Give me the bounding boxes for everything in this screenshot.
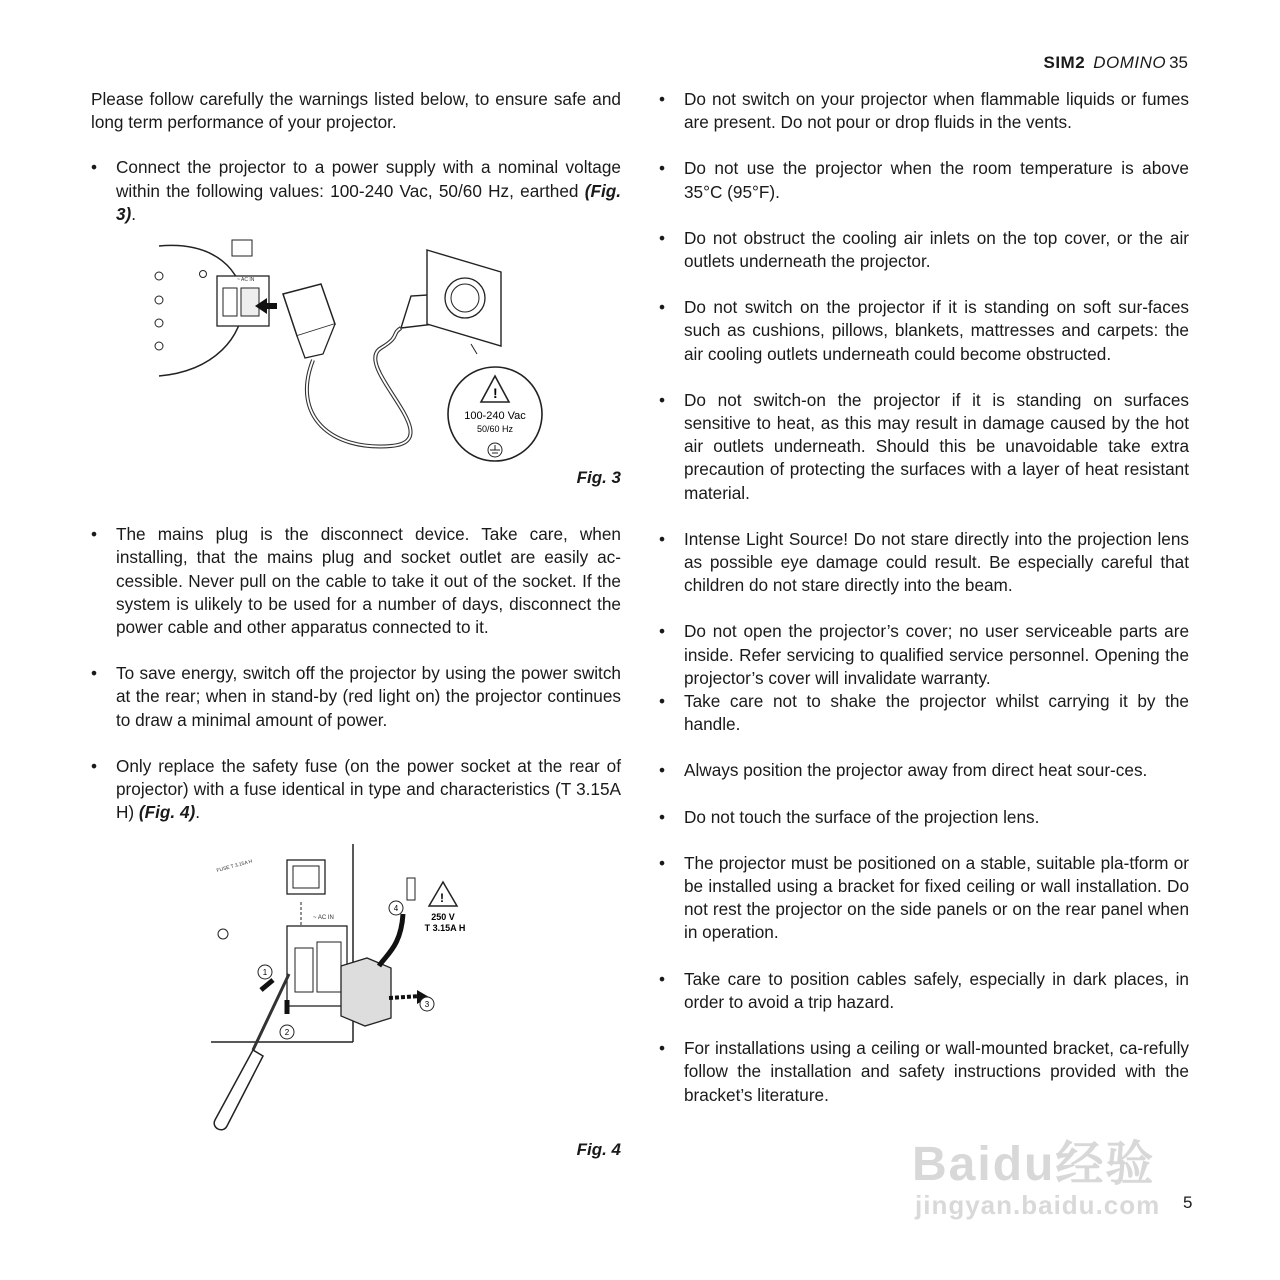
warning-heat-sources: • Always position the projector away from direct heat sour-ces. [659, 759, 1189, 782]
right-column [659, 88, 1189, 1107]
svg-text:~ AC IN: ~ AC IN [313, 915, 334, 922]
model-name: DOMINO [1093, 53, 1167, 72]
fig4-fuse-voltage: 250 V [431, 912, 455, 923]
warning-bracket: • For installations using a ceiling or wall-mounted bracket, ca-refully follow the installation and safety instructions provided with the bracket’s literature. [659, 1037, 1189, 1107]
fig4-fuse-rating: T 3.15A H [424, 923, 466, 934]
page-number: 5 [1183, 1193, 1193, 1212]
warning-cables: • Take care to position cables safely, especially in dark places, in order to avoid a trip hazard. [659, 968, 1189, 1014]
warning-save-energy: • To save energy, switch off the projector by using the power switch at the rear; when in stand-by (red light on) the projector continues to draw a minimal amount of power. [91, 662, 621, 732]
warning-lens-surface: • Do not touch the surface of the projection lens. [659, 806, 1189, 829]
left-column [91, 88, 621, 1162]
warning-heat-sensitive: • Do not switch-on the projector if it is standing on surfaces sensitive to heat, as this may result in damage caused by the hot air outlets underneath. Should this be unavoidable take extra precaution of protecting the surfaces with a layer of heat resistant material. [659, 389, 1189, 505]
figure-4 [91, 842, 621, 1138]
warning-power-supply: • Connect the projector to a power supply with a nominal voltage within the following values: 100-240 Vac, 50/60 Hz, earthed (Fig. 3). [91, 156, 621, 226]
watermark-brand: Baidu经验 [912, 1138, 1156, 1191]
step-3: 3 [424, 1000, 430, 1010]
fig3-voltage-label: 100-240 Vac [464, 410, 526, 423]
warning-disconnect-device: • The mains plug is the disconnect device. Take care, when installing, that the mains plug and socket outlet are easily ac-cessible. Never pull on the cable to take it out of the socket. If the system is ulikely to be used for a number of days, disconnect the power cable and other apparatus connected to it. [91, 523, 621, 639]
svg-text:!: ! [440, 891, 444, 906]
fig3-reference: (Fig. 3) [116, 180, 621, 224]
warning-flammable: • Do not switch on your projector when flammable liquids or fumes are present. Do not pour or drop fluids in the vents. [659, 88, 1189, 134]
fig3-caption: Fig. 3 [576, 468, 621, 488]
fig4-reference: (Fig. 4) [138, 802, 196, 823]
watermark-logo [912, 1125, 1155, 1194]
fig4-fuse-label: FUSE T 3.15A H [215, 859, 254, 875]
warning-room-temperature: • Do not use the projector when the room temperature is above 35°C (95°F). [659, 157, 1189, 203]
step-1: 1 [262, 968, 268, 978]
fuse-replacement-illustration [91, 842, 621, 1138]
brand-logo: SIM2 [1043, 53, 1086, 72]
svg-text:~ AC IN: ~ AC IN [237, 277, 255, 284]
fig4-caption: Fig. 4 [576, 1140, 621, 1160]
running-header [1044, 53, 1189, 73]
fig3-frequency-label: 50/60 Hz [476, 424, 514, 435]
step-4: 4 [393, 904, 399, 914]
warning-light-source: • Intense Light Source! Do not stare directly into the projection lens as possible eye damage could result. Be especially careful that children do not stare directly into the beam. [659, 528, 1189, 598]
step-2: 2 [284, 1028, 290, 1038]
model-number: 35 [1169, 53, 1188, 72]
warning-handle: • Take care not to shake the projector whilst carrying it by the handle. [659, 690, 1189, 736]
warning-soft-surfaces: • Do not switch on the projector if it is standing on soft sur-faces such as cushions, pillows, blankets, mattresses and carpets: the air cooling outlets underneath could become obstructed. [659, 296, 1189, 366]
svg-text:!: ! [493, 385, 498, 402]
figure-3 [91, 236, 621, 466]
intro-paragraph: Please follow carefully the warnings listed below, to ensure safe and long term performance of your projector. [91, 89, 621, 133]
warning-stable-platform: • The projector must be positioned on a stable, suitable pla-tform or be installed using a bracket for fixed ceiling or wall installation. Do not rest the projector on the side panels or on the rear panel when in operation. [659, 852, 1189, 945]
warning-air-inlets: • Do not obstruct the cooling air inlets on the top cover, or the air outlets underneath the projector. [659, 227, 1189, 273]
warning-cover: • Do not open the projector’s cover; no user serviceable parts are inside. Refer servicing to qualified service personnel. Opening the projector’s cover will invalidate warranty. [659, 620, 1189, 690]
warning-replace-fuse: • Only replace the safety fuse (on the power socket at the rear of projector) with a fuse identical in type and characteristics (T 3.15A H) (Fig. 4). [91, 755, 621, 825]
power-connection-illustration [91, 236, 621, 466]
watermark-url: jingyan.baidu.com [915, 1190, 1161, 1220]
